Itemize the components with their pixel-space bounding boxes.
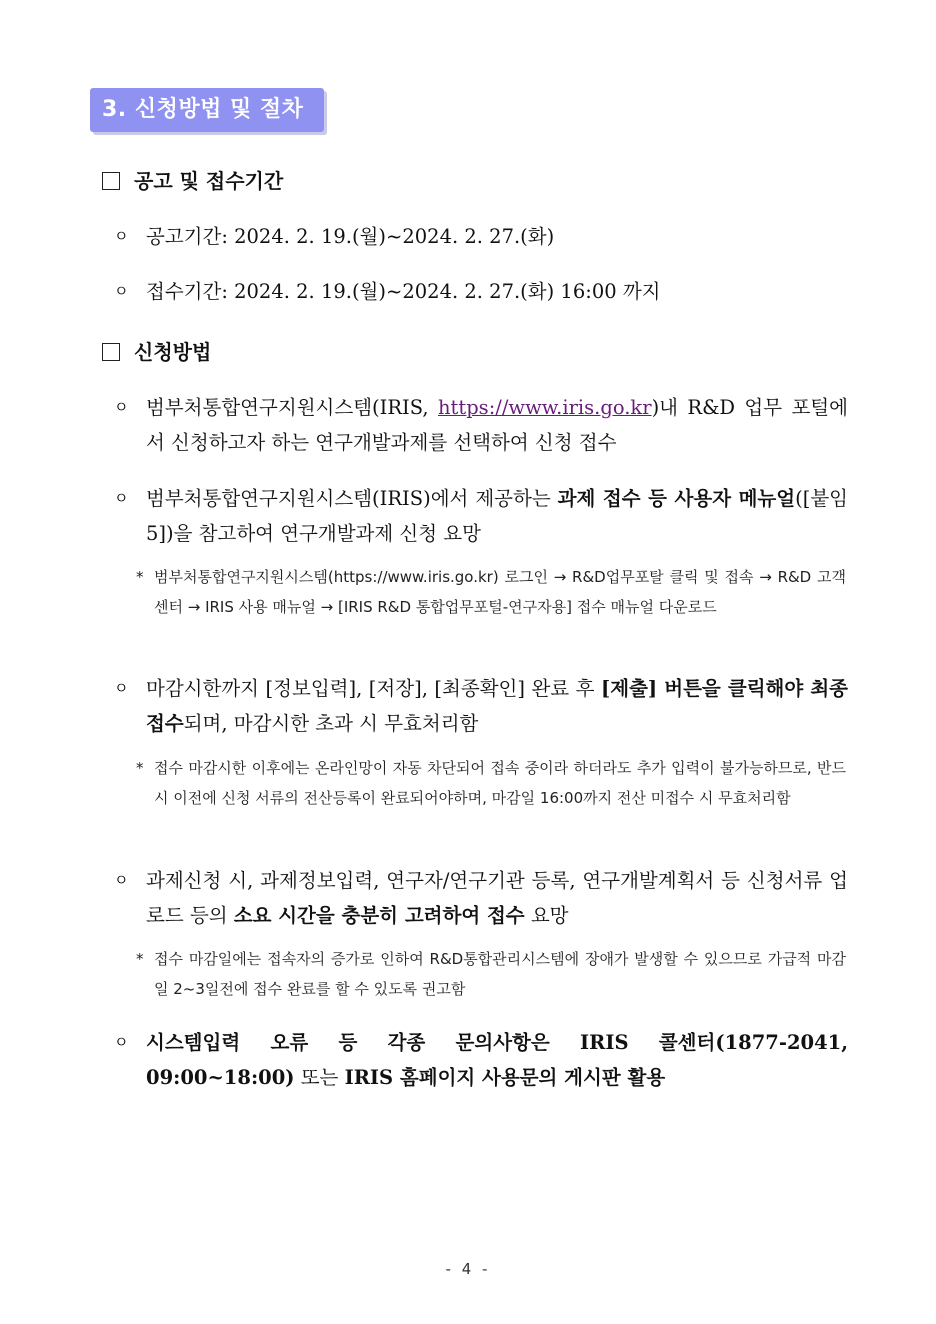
method-1-text bbox=[146, 390, 848, 460]
circle-bullet-icon: ㅇ bbox=[114, 398, 129, 416]
asterisk-icon: * bbox=[136, 759, 144, 777]
checkbox-square-icon bbox=[102, 343, 120, 361]
list-item-method-3 bbox=[114, 671, 848, 741]
method-1-pre: 범부처통합연구지원시스템(IRIS, bbox=[146, 396, 438, 419]
method-3-pre: 마감시한까지 [정보입력], [저장], [최종확인] 완료 후 bbox=[146, 677, 602, 700]
section-title: 3. 신청방법 및 절차 bbox=[90, 88, 324, 132]
method-4-text bbox=[146, 863, 848, 933]
circle-bullet-icon: ㅇ bbox=[114, 489, 129, 507]
circle-bullet-icon: ㅇ bbox=[114, 679, 129, 697]
method-5-bold: 시스템입력 오류 등 각종 문의사항은 IRIS 콜센터(1877-2041, 09:00~18:00) bbox=[146, 1031, 848, 1089]
method-4-post: 요망 bbox=[524, 904, 569, 927]
circle-bullet-icon: ㅇ bbox=[114, 282, 129, 300]
list-item-method-1 bbox=[114, 390, 848, 460]
page-number: - 4 - bbox=[445, 1260, 491, 1278]
method-3-bold: [제출] 버튼을 클릭해야 최종접수 bbox=[146, 677, 849, 735]
list-item-method-2 bbox=[114, 481, 848, 551]
circle-bullet-icon: ㅇ bbox=[114, 871, 129, 889]
list-item-method-4 bbox=[114, 863, 848, 933]
note-method-2 bbox=[136, 562, 846, 622]
method-4-bold: 소요 시간을 충분히 고려하여 접수 bbox=[233, 904, 525, 927]
note-4-text: 접수 마감일에는 접속자의 증가로 인하여 R&D통합관리시스템에 장애가 발생할 수 있으므로 가급적 마감일 2~3일전에 접수 완료를 할 수 있도록 권고함 bbox=[154, 950, 846, 998]
note-method-4 bbox=[136, 944, 846, 1004]
method-4-pre: 과제신청 시, 과제정보입력, 연구자/연구기관 등록, 연구개발계획서 등 신청서류 업로드 등의 bbox=[146, 869, 848, 927]
announce-period-text: 공고기간: 2024. 2. 19.(월)~2024. 2. 27.(화) bbox=[146, 225, 555, 248]
method-2-text bbox=[146, 481, 848, 551]
heading-period bbox=[102, 166, 283, 196]
asterisk-icon: * bbox=[136, 568, 144, 586]
list-item-method-5 bbox=[114, 1025, 848, 1095]
heading-period-label: 공고 및 접수기간 bbox=[134, 169, 284, 193]
method-2-bold: 과제 접수 등 사용자 메뉴얼 bbox=[557, 487, 796, 510]
method-5-bold-2: IRIS 홈페이지 사용문의 게시판 활용 bbox=[344, 1066, 666, 1089]
method-3-post: 되며, 마감시한 초과 시 무효처리함 bbox=[183, 712, 479, 735]
iris-link[interactable]: https://www.iris.go.kr bbox=[437, 396, 652, 419]
note-3-text: 접수 마감시한 이후에는 온라인망이 자동 차단되어 접속 중이라 하더라도 추가 입력이 불가능하므로, 반드시 이전에 신청 서류의 전산등록이 완료되어야하며, 마감일 16:00까지 전산 미접수 시 무효처리함 bbox=[154, 759, 846, 807]
asterisk-icon: * bbox=[136, 950, 144, 968]
method-5-text bbox=[146, 1025, 848, 1095]
list-item-receipt-period bbox=[114, 274, 848, 309]
circle-bullet-icon: ㅇ bbox=[114, 1033, 129, 1051]
checkbox-square-icon bbox=[102, 172, 120, 190]
note-2-text: 범부처통합연구지원시스템(https://www.iris.go.kr) 로그인 → R&D업무포탈 클릭 및 접속 → R&D 고객센터 → IRIS 사용 매뉴얼 → [IRIS R&D 통합업무포털-연구자용] 접수 매뉴얼 다운로드 bbox=[154, 568, 846, 616]
method-2-post: ([붙임5])을 참고하여 연구개발과제 신청 요망 bbox=[146, 487, 848, 545]
method-3-text bbox=[146, 671, 848, 741]
circle-bullet-icon: ㅇ bbox=[114, 227, 129, 245]
method-2-pre: 범부처통합연구지원시스템(IRIS)에서 제공하는 bbox=[146, 487, 558, 510]
list-item-announce-period bbox=[114, 219, 848, 254]
receipt-period-text: 접수기간: 2024. 2. 19.(월)~2024. 2. 27.(화) 16:00 까지 bbox=[146, 280, 661, 303]
heading-method bbox=[102, 337, 211, 367]
method-1-post: )내 R&D 업무 포털에서 신청하고자 하는 연구개발과제를 선택하여 신청 접수 bbox=[146, 396, 848, 454]
heading-method-label: 신청방법 bbox=[134, 340, 212, 364]
method-5-mid: 또는 bbox=[294, 1066, 345, 1089]
note-method-3 bbox=[136, 753, 846, 813]
